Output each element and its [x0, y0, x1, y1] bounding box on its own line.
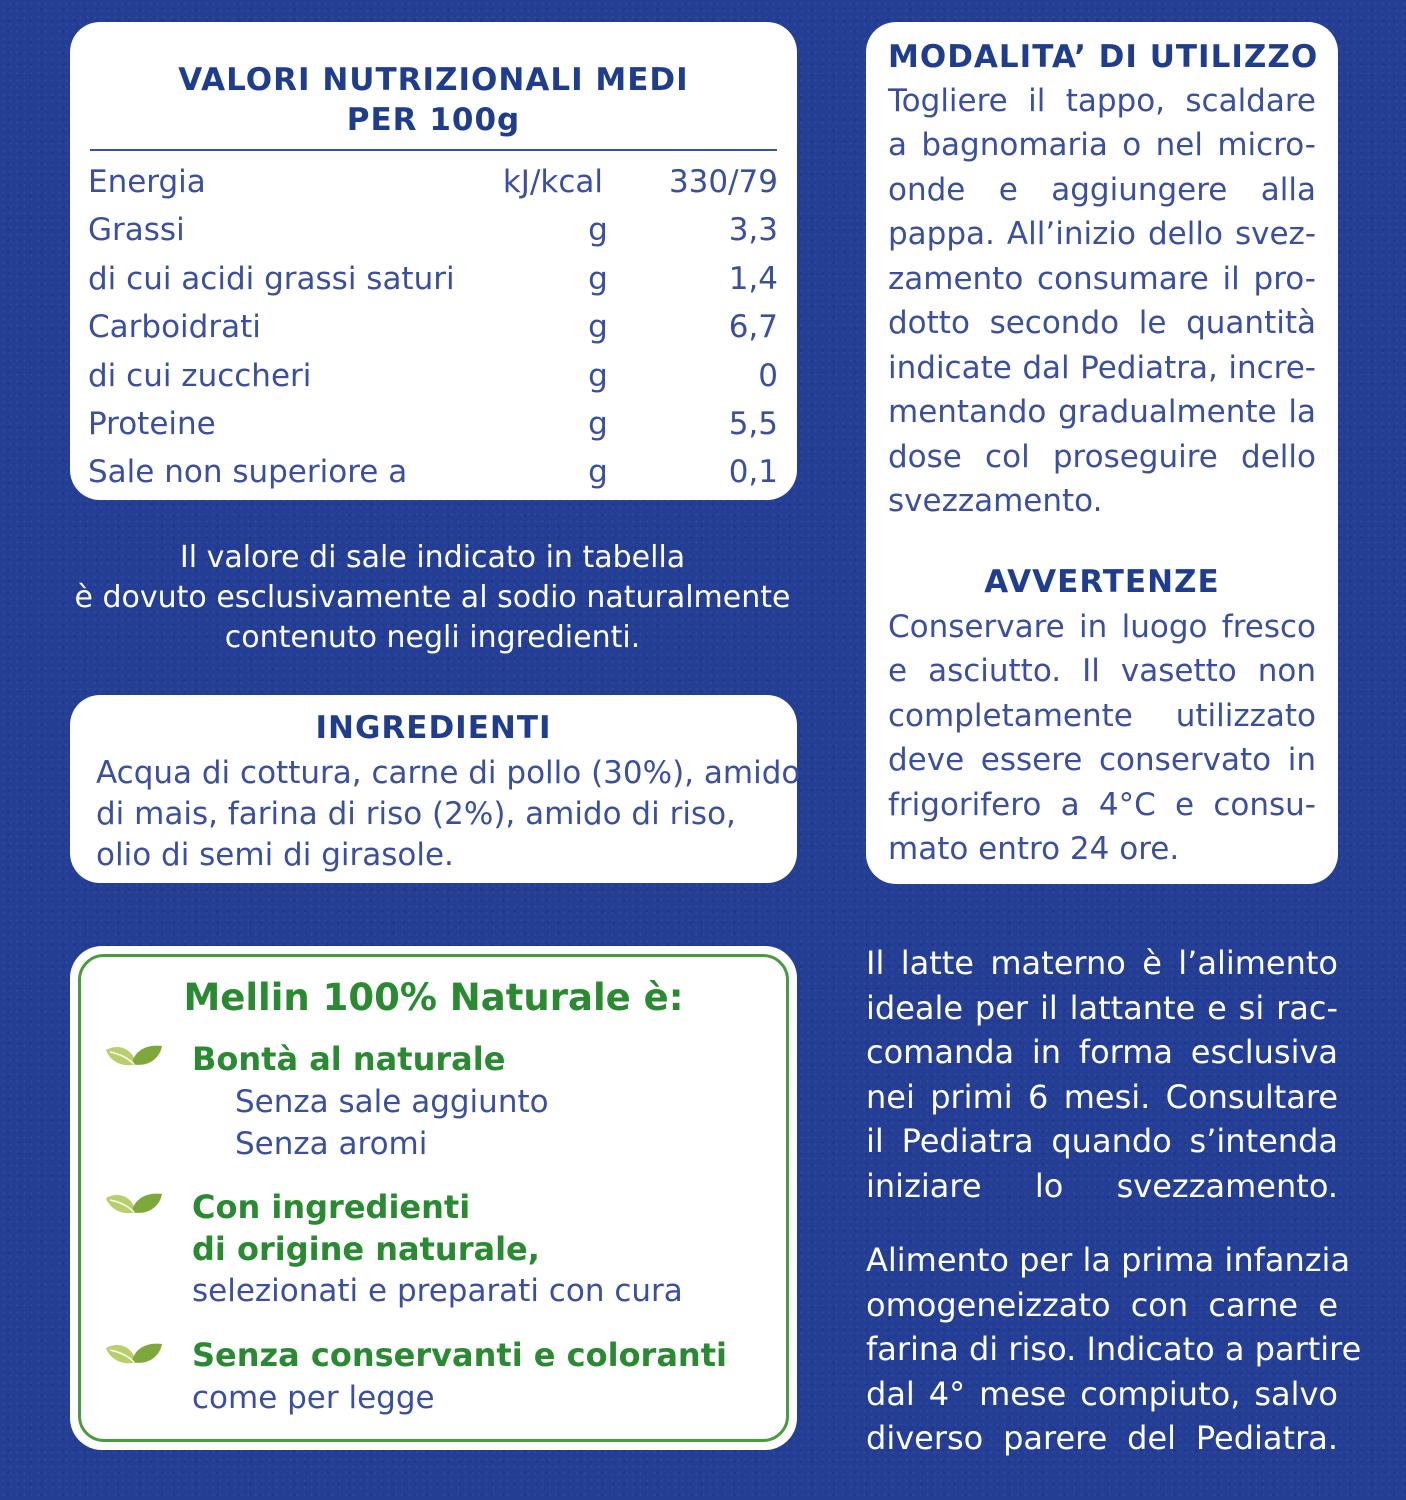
nutrition-divider — [90, 149, 777, 151]
nutrient-unit: g — [588, 358, 608, 394]
nutrient-value: 3,3 — [728, 212, 778, 248]
warnings-line: e asciutto. Il vasetto non — [888, 653, 1316, 689]
breastfeeding-line: Il latte materno è l’alimento — [866, 944, 1338, 982]
nutrient-label: Grassi — [88, 212, 185, 248]
mellin-subtext: Senza aromi — [235, 1126, 428, 1162]
usage-line: zamento consumare il pro- — [888, 261, 1316, 297]
warnings-title: AVVERTENZE — [984, 564, 1220, 600]
nutrient-value: 0 — [758, 358, 778, 394]
breastfeeding-line: il Pediatra quando s’intenda — [866, 1122, 1338, 1160]
ingredients-card — [70, 695, 801, 883]
leaf-icon — [102, 1188, 166, 1222]
product-line: dal 4° mese compiuto, salvo — [866, 1375, 1338, 1413]
usage-title: MODALITA’ DI UTILIZZO — [888, 39, 1319, 75]
usage-line: Togliere il tappo, scaldare — [888, 83, 1316, 119]
salt-note-line: contenuto negli ingredienti. — [224, 620, 641, 655]
nutrition-row — [88, 212, 778, 260]
usage-card — [866, 22, 1338, 884]
warnings-line: deve essere conservato in — [888, 742, 1316, 778]
product-line: omogeneizzato con carne e — [866, 1286, 1338, 1324]
nutrient-value: 5,5 — [728, 406, 778, 442]
breastfeeding-line: ideale per il lattante e si rac- — [866, 989, 1338, 1027]
nutrient-label: Sale non superiore a — [88, 454, 408, 490]
salt-note-line: Il valore di sale indicato in tabella — [179, 540, 686, 575]
mellin-subtext: selezionati e preparati con cura — [192, 1273, 683, 1309]
ingredients-line: olio di semi di girasole. — [96, 837, 454, 873]
usage-line: a bagnomaria o nel micro- — [888, 127, 1316, 163]
nutrient-unit: g — [588, 406, 608, 442]
breastfeeding-line: nei primi 6 mesi. Consultare — [866, 1078, 1338, 1116]
nutrient-unit: kJ/kcal — [502, 164, 603, 200]
nutrient-label: Carboidrati — [88, 309, 261, 345]
nutrition-row — [88, 358, 778, 406]
nutrient-value: 0,1 — [728, 454, 778, 490]
nutrition-row — [88, 261, 778, 309]
usage-line: dose col proseguire dello — [888, 439, 1316, 475]
ingredients-line: di mais, farina di riso (2%), amido di riso, — [96, 796, 736, 832]
warnings-line: completamente utilizzato — [888, 698, 1316, 734]
leaf-icon — [102, 1040, 166, 1074]
nutrition-title-line-1: VALORI NUTRIZIONALI MEDI — [178, 62, 689, 98]
mellin-title: Mellin 100% Naturale è: — [183, 976, 684, 1019]
usage-line: pappa. All’inizio dello svez- — [888, 216, 1316, 252]
mellin-heading: di origine naturale, — [192, 1230, 540, 1268]
product-line: diverso parere del Pediatra. — [866, 1419, 1338, 1457]
product-line: Alimento per la prima infanzia — [866, 1241, 1351, 1279]
leaf-icon — [102, 1338, 166, 1372]
usage-line: svezzamento. — [888, 483, 1103, 519]
warnings-line: Conservare in luogo fresco — [888, 609, 1316, 645]
ingredients-title: INGREDIENTI — [315, 710, 552, 746]
nutrient-unit: g — [588, 309, 608, 345]
nutrition-row — [88, 406, 778, 454]
warnings-line: mato entro 24 ore. — [888, 831, 1180, 867]
mellin-heading: Con ingredienti — [192, 1188, 471, 1226]
nutrition-row — [88, 454, 778, 502]
nutrient-value: 6,7 — [728, 309, 778, 345]
nutrient-unit: g — [588, 261, 608, 297]
mellin-natural-card — [70, 946, 797, 1450]
breastfeeding-line: comanda in forma esclusiva — [866, 1033, 1338, 1071]
nutrition-title-line-2: PER 100g — [346, 102, 521, 138]
nutrition-row — [88, 309, 778, 357]
ingredients-text — [96, 753, 800, 876]
usage-line: mentando gradualmente la — [888, 394, 1316, 430]
ingredients-line: Acqua di cottura, carne di pollo (30%), amido — [96, 755, 801, 791]
nutrient-unit: g — [588, 454, 608, 490]
mellin-heading: Bontà al naturale — [192, 1040, 506, 1078]
product-line: farina di riso. Indicato a partire — [866, 1330, 1362, 1368]
nutrient-label: Energia — [88, 164, 206, 200]
usage-line: indicate dal Pediatra, incre- — [888, 350, 1316, 386]
mellin-heading: Senza conservanti e coloranti — [192, 1336, 727, 1374]
nutrient-label: di cui zuccheri — [88, 358, 312, 394]
mellin-subtext: come per legge — [192, 1380, 435, 1416]
nutrition-row — [88, 164, 778, 212]
breastfeeding-line: iniziare lo svezzamento. — [866, 1167, 1338, 1205]
nutrient-label: Proteine — [88, 406, 216, 442]
nutrient-value: 1,4 — [728, 261, 778, 297]
salt-note — [60, 538, 805, 658]
nutrition-card — [70, 22, 797, 500]
nutrient-label: di cui acidi grassi saturi — [88, 261, 455, 297]
nutrient-unit: g — [588, 212, 608, 248]
warnings-line: frigorifero a 4°C e consu- — [888, 787, 1316, 823]
nutrient-value: 330/79 — [668, 164, 778, 200]
salt-note-line: è dovuto esclusivamente al sodio naturalmente — [74, 580, 791, 615]
usage-line: dotto secondo le quantità — [888, 305, 1316, 341]
nutrition-title — [70, 60, 797, 140]
mellin-subtext: Senza sale aggiunto — [235, 1084, 549, 1120]
usage-line: onde e aggiungere alla — [888, 172, 1316, 208]
